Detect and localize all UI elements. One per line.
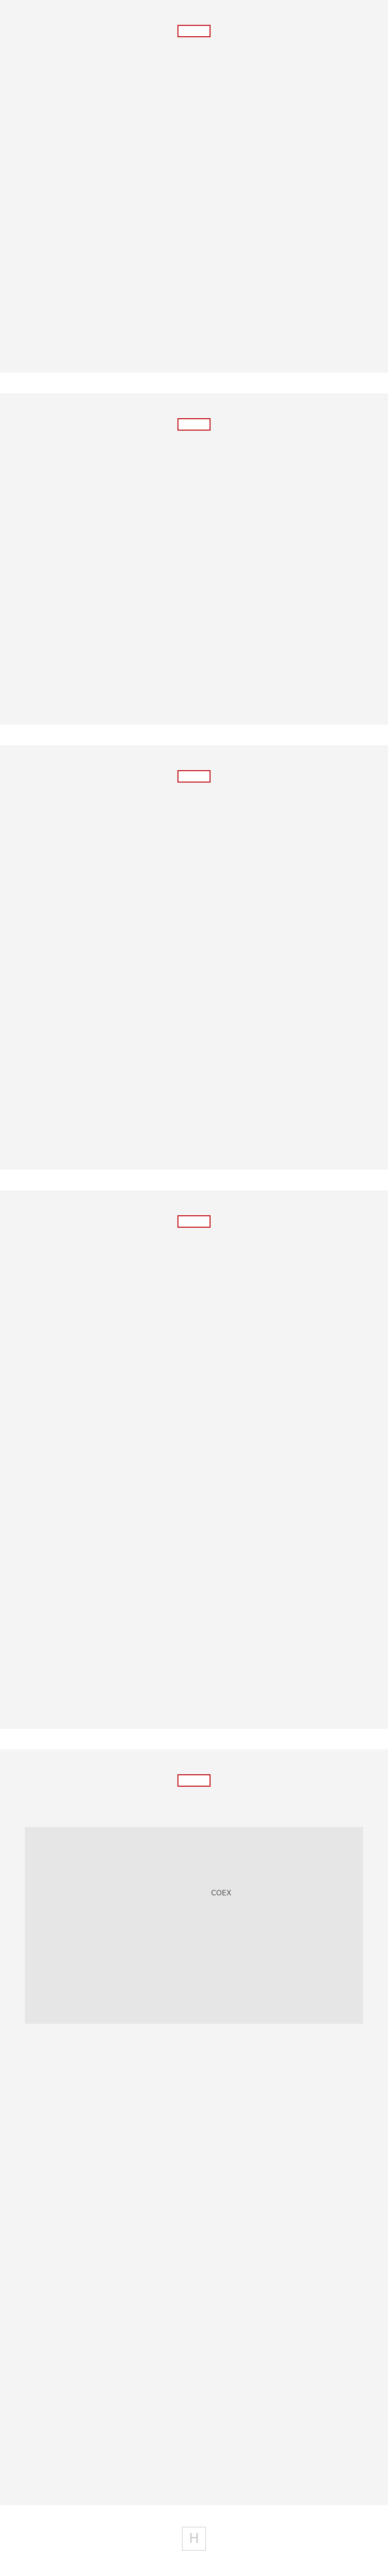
ticket-booth-title bbox=[177, 418, 211, 431]
mobile-ticket-title bbox=[177, 25, 211, 37]
admission-section bbox=[0, 745, 388, 1170]
h-logo-icon: H bbox=[182, 2527, 206, 2551]
venue-label: COEX bbox=[211, 1889, 232, 1897]
ticket-booth-section bbox=[0, 393, 388, 725]
venue-map bbox=[25, 1827, 363, 2024]
footer-logo bbox=[0, 2521, 388, 2557]
venue-transport-section bbox=[0, 1749, 388, 2505]
venue-transport-title bbox=[177, 1774, 211, 1787]
viewing-section bbox=[0, 1190, 388, 1729]
viewing-title bbox=[177, 1215, 211, 1228]
mobile-ticket-section bbox=[0, 0, 388, 373]
admission-title bbox=[177, 770, 211, 783]
